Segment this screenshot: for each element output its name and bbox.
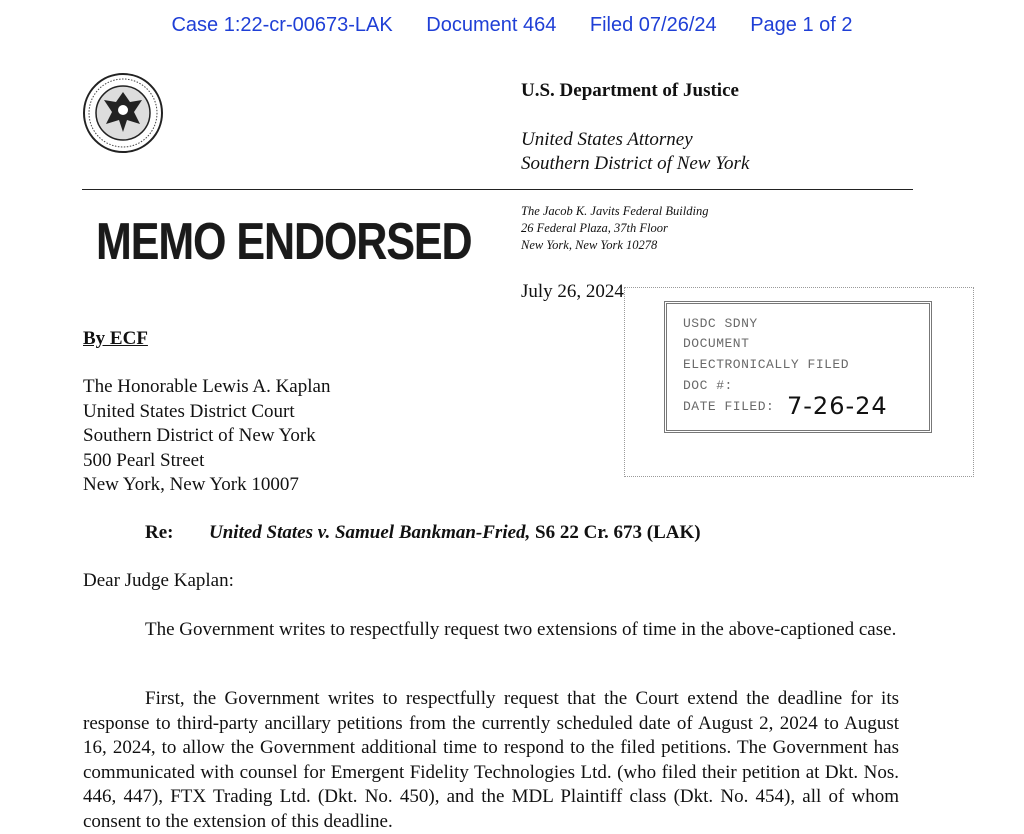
ecf-header bbox=[0, 14, 1024, 37]
stamp-line-2: DOCUMENT bbox=[683, 336, 750, 351]
addressee-line-5: New York, New York 10007 bbox=[83, 474, 299, 495]
filing-stamp bbox=[664, 301, 932, 433]
office-line-2: Southern District of New York bbox=[521, 153, 750, 174]
addressee-line-1: The Honorable Lewis A. Kaplan bbox=[83, 376, 331, 397]
paragraph-2 bbox=[83, 687, 899, 834]
letterhead-divider bbox=[82, 189, 913, 190]
handwritten-filed-date: 7-26-24 bbox=[787, 392, 888, 420]
addressee-line-3: Southern District of New York bbox=[83, 425, 316, 446]
addressee-line-4: 500 Pearl Street bbox=[83, 449, 205, 471]
document-number: Document 464 bbox=[426, 14, 557, 36]
office-address bbox=[521, 203, 708, 254]
office-line-1: United States Attorney bbox=[521, 129, 693, 150]
re-case-number: S6 22 Cr. 673 (LAK) bbox=[530, 522, 701, 543]
page-number: Page 1 of 2 bbox=[750, 14, 853, 36]
doj-seal-icon bbox=[82, 72, 164, 154]
stamp-line-3: ELECTRONICALLY FILED bbox=[683, 357, 850, 372]
stamp-line-1: USDC SDNY bbox=[683, 316, 758, 331]
addressee-line-2: United States District Court bbox=[83, 400, 295, 422]
memo-endorsed-stamp: MEMO ENDORSED bbox=[96, 213, 472, 271]
delivery-method: By ECF bbox=[83, 328, 148, 349]
re-label: Re: bbox=[145, 522, 174, 543]
office-name bbox=[521, 128, 749, 176]
letter-date: July 26, 2024 bbox=[521, 281, 624, 302]
addressee-block bbox=[83, 375, 330, 498]
department-name: U.S. Department of Justice bbox=[521, 80, 739, 101]
stamp-line-5: DATE FILED: bbox=[683, 399, 775, 414]
building-line-3: New York, New York 10278 bbox=[521, 238, 658, 252]
paragraph-1-text: The Government writes to respectfully request two extensions of time in the above-captioned case. bbox=[145, 619, 897, 640]
case-number: Case 1:22-cr-00673-LAK bbox=[171, 14, 393, 36]
building-line-1: The Jacob K. Javits Federal Building bbox=[521, 204, 709, 218]
building-line-2: 26 Federal Plaza, 37th Floor bbox=[521, 221, 668, 235]
paragraph-1 bbox=[83, 618, 899, 643]
re-case-name: United States v. Samuel Bankman-Fried, bbox=[209, 522, 531, 543]
paragraph-2-text: First, the Government writes to respectfully request that the Court extend the deadline for its response to third-party ancillary petitions from the currently scheduled date of August 2, 2024 to August 16, 2024, to allow the Government additional time to respond to the filed petitions. The Government has communicated with counsel for Emergent Fidelity Technologies Ltd. (who filed their petition at Dkt. Nos. 446, 447), FTX Trading Ltd. (Dkt. No. 450), and the MDL Plaintiff class (Dkt. No. 454), all of whom consent to the extension of this deadline. bbox=[83, 688, 899, 832]
stamp-line-4: DOC #: bbox=[683, 378, 733, 393]
re-line bbox=[209, 522, 701, 544]
filed-date: Filed 07/26/24 bbox=[589, 14, 717, 36]
salutation: Dear Judge Kaplan: bbox=[83, 570, 234, 591]
